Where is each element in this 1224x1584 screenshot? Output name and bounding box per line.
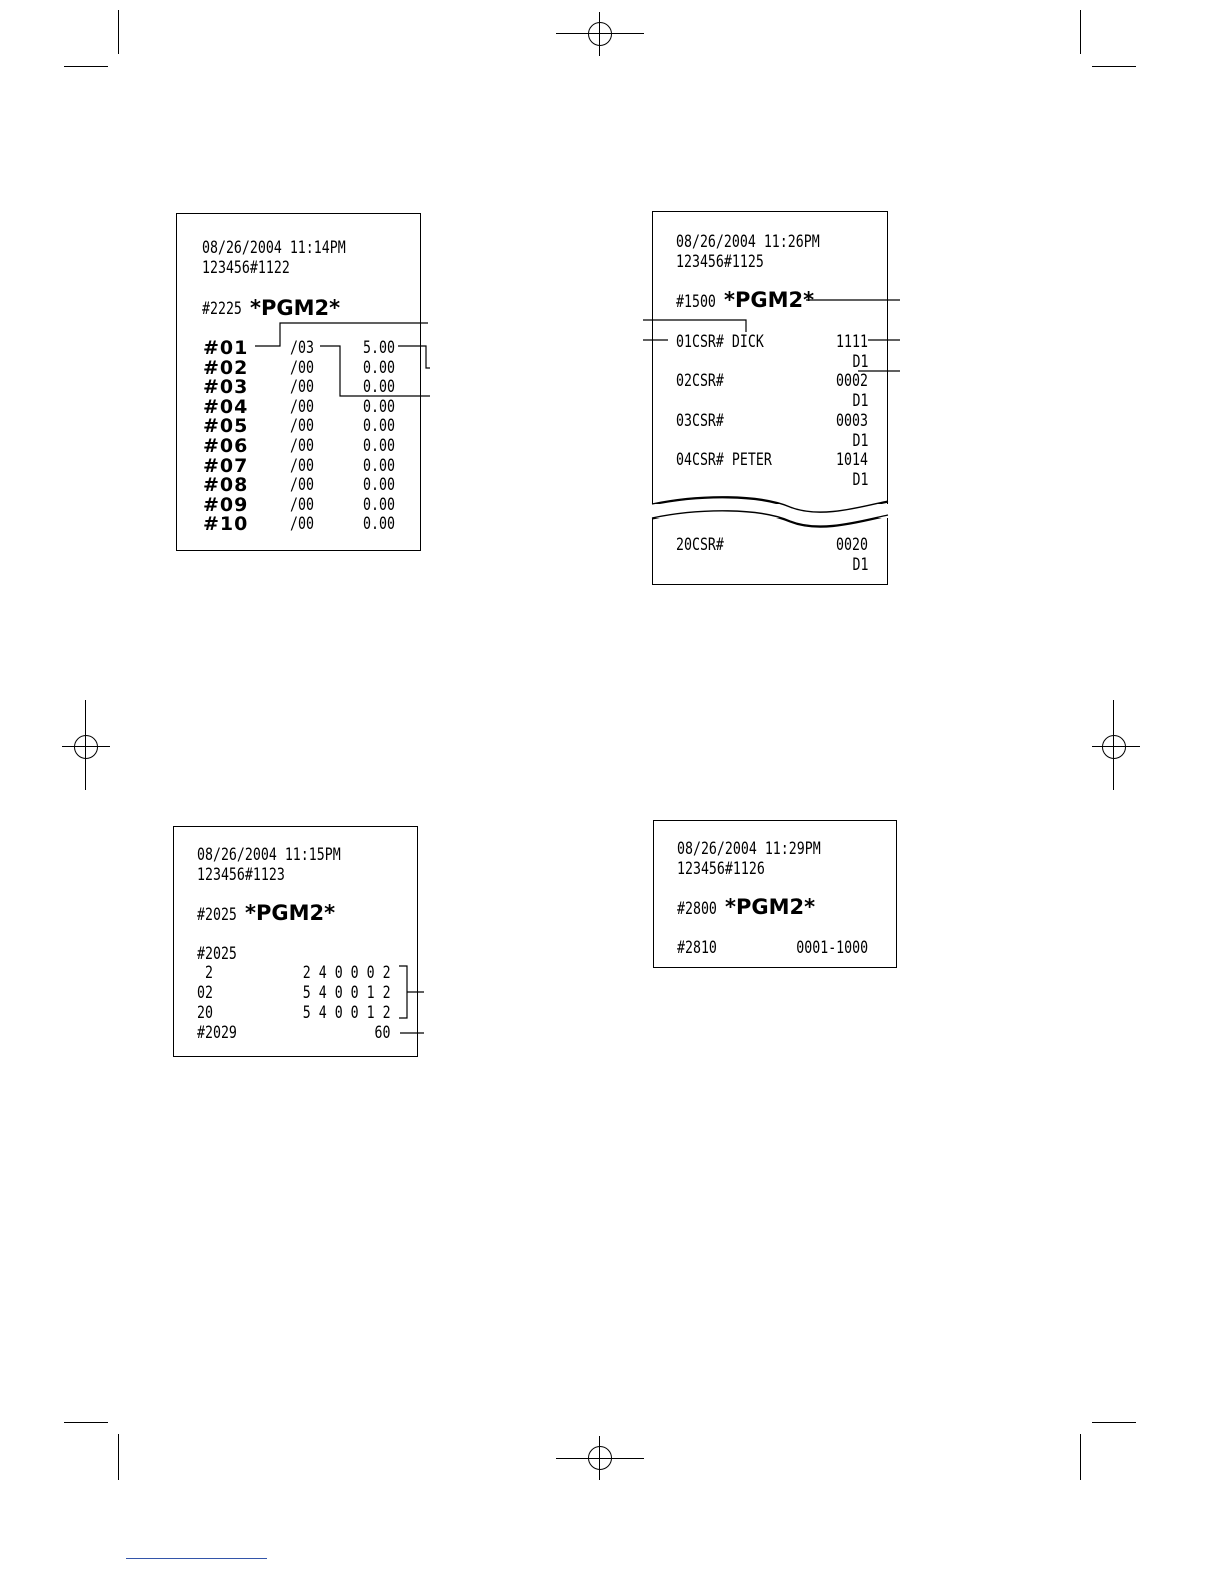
cashier-code: 0003	[836, 410, 868, 431]
receipt3-pgm-label: *PGM2*	[245, 901, 336, 925]
receipt1-row-rate: /00	[290, 455, 314, 476]
receipt3-sub: #2025	[197, 944, 237, 964]
receipt2-datetime: 08/26/2004 11:26PM	[676, 232, 820, 252]
cashier-drawer: D1	[852, 430, 868, 451]
cashier-label: 01CSR# DICK	[676, 332, 764, 352]
receipt4-pgm-label: *PGM2*	[725, 895, 816, 919]
receipt1-row-amount: 0.00	[363, 377, 395, 398]
function-key-label: 02	[197, 983, 213, 1003]
receipt1-row-rate: /00	[290, 475, 314, 496]
receipt2-last-code: 0020	[836, 535, 868, 555]
cashier-drawer: D1	[852, 352, 868, 372]
function-key-value: 5 4 0 0 1 2	[303, 983, 391, 1003]
receipt2-id: 123456#1125	[676, 252, 764, 272]
function-key-value: 2 4 0 0 0 2	[303, 963, 391, 983]
receipt2-pgm-label: *PGM2*	[724, 288, 815, 312]
receipt1-row-number: #02	[203, 356, 249, 379]
receipt2-code: #1500	[676, 292, 716, 312]
receipt1-row-number: #06	[203, 435, 249, 457]
receipt1-row-amount: 0.00	[363, 436, 395, 456]
receipt1-row-amount: 0.00	[363, 396, 395, 417]
receipt1-row-rate: /03	[290, 338, 314, 358]
cashier-code: 1111	[836, 332, 868, 352]
cashier-label: 02CSR#	[676, 371, 724, 392]
cashier-label: 03CSR#	[676, 410, 724, 431]
receipt1-code: #2225	[202, 299, 242, 319]
receipt1-row-number: #10	[203, 513, 249, 536]
receipt1-row-rate: /00	[290, 494, 314, 515]
cashier-drawer: D1	[852, 391, 868, 412]
cashier-code: 0002	[836, 371, 868, 392]
receipt1-row-rate: /00	[290, 377, 314, 398]
receipt1-row-number: #03	[203, 376, 249, 399]
receipt1-row-rate: /00	[290, 436, 314, 456]
receipt1-datetime: 08/26/2004 11:14PM	[202, 238, 346, 258]
receipt3-id: 123456#1123	[197, 865, 285, 885]
receipt2-last-label: 20CSR#	[676, 535, 724, 555]
receipt1-row-number: #09	[203, 493, 249, 516]
receipt4-datetime: 08/26/2004 11:29PM	[677, 839, 821, 859]
cashier-code: 1014	[836, 449, 868, 470]
receipt1-row-amount: 0.00	[363, 475, 395, 496]
receipt1-row-amount: 0.00	[363, 494, 395, 515]
receipt4-row-value: 0001-1000	[796, 938, 868, 958]
receipt1-row-number: #08	[203, 474, 249, 497]
receipt2-last-drawer: D1	[852, 555, 868, 575]
receipt1-row-number: #05	[203, 415, 249, 438]
receipt4-id: 123456#1126	[677, 859, 765, 879]
receipt1-id: 123456#1122	[202, 258, 290, 278]
receipt1-row-rate: /00	[290, 416, 314, 437]
footer-rule	[126, 1558, 267, 1559]
receipt1-pgm-label: *PGM2*	[250, 296, 341, 320]
receipt1-row-number: #04	[203, 395, 249, 418]
receipt1-row-number: #07	[203, 454, 249, 477]
function-key-value: 5 4 0 0 1 2	[303, 1003, 391, 1023]
function-key-label: 20	[197, 1003, 213, 1023]
receipt4-code: #2800	[677, 899, 717, 919]
receipt1-row-amount: 0.00	[363, 357, 395, 378]
receipt1-row-rate: /00	[290, 396, 314, 417]
receipt4-row-key: #2810	[677, 938, 717, 958]
receipt1-row-amount: 5.00	[363, 338, 395, 358]
receipt1-row-amount: 0.00	[363, 416, 395, 437]
receipt3-footer-key: #2029	[197, 1023, 237, 1043]
cashier-label: 04CSR# PETER	[676, 449, 772, 470]
receipt1-row-amount: 0.00	[363, 455, 395, 476]
receipt1-row-number: #01	[203, 337, 249, 359]
receipt3-code: #2025	[197, 905, 237, 925]
receipt1-row-rate: /00	[290, 357, 314, 378]
receipt3-footer-value: 60	[374, 1023, 390, 1043]
receipt3-datetime: 08/26/2004 11:15PM	[197, 845, 341, 865]
receipt1-row-rate: /00	[290, 514, 314, 535]
receipt1-row-amount: 0.00	[363, 514, 395, 535]
function-key-label: 2	[197, 963, 213, 983]
cashier-drawer: D1	[852, 469, 868, 490]
